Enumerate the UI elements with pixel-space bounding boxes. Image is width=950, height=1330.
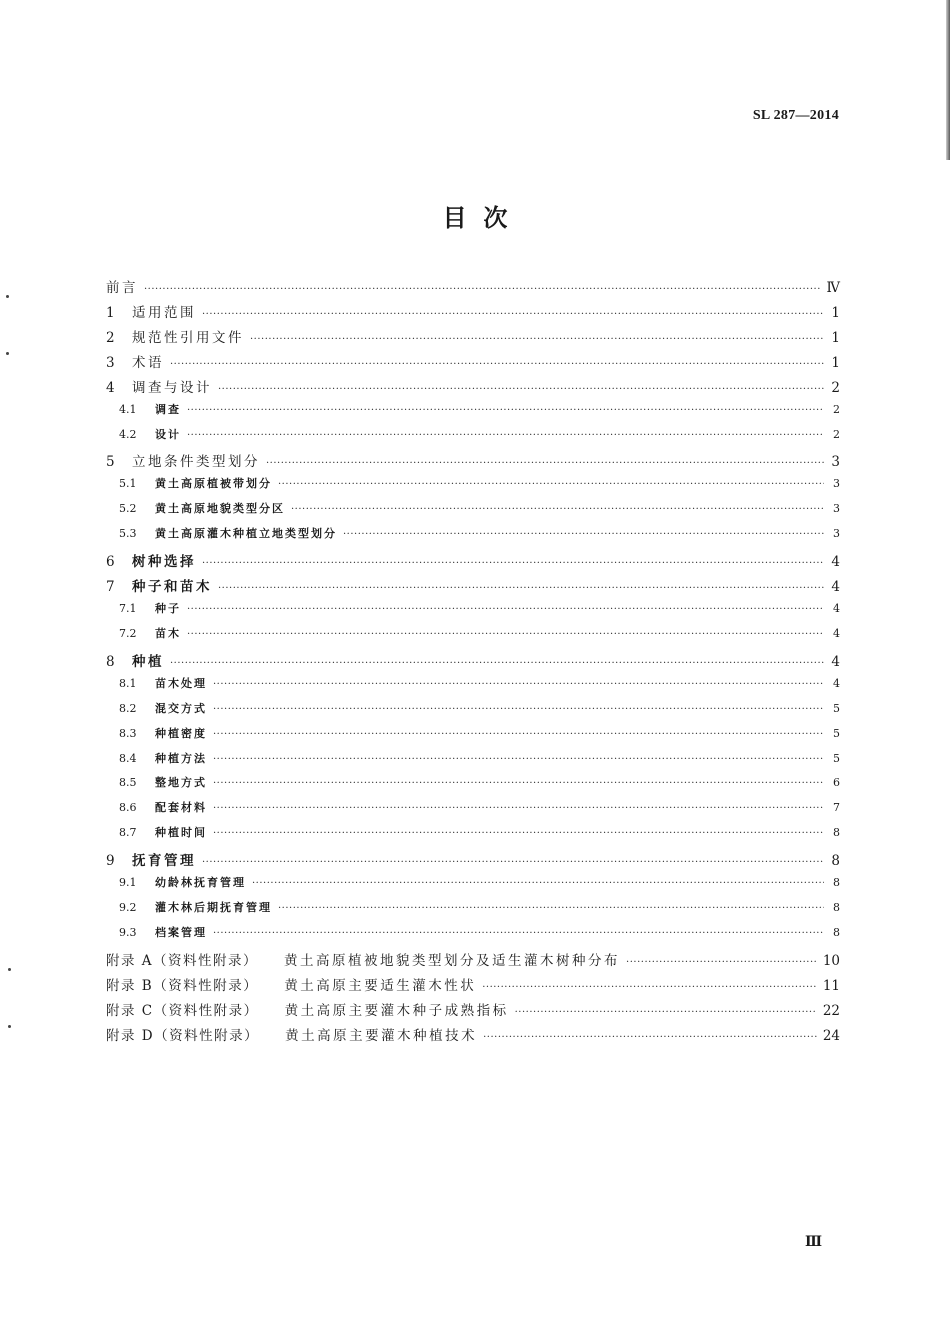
dot-leader (218, 583, 824, 594)
toc-entry-number: 5 (106, 454, 115, 471)
dot-leader (278, 903, 824, 914)
toc-entry-number: 4.1 (119, 402, 137, 416)
appendix-tag: 附录 B（资料性附录） (106, 977, 259, 994)
appendix-page: 24 (822, 1027, 840, 1044)
toc-entry-label: 黄土高原植被带划分 (155, 477, 272, 491)
toc-entry[interactable] (106, 426, 840, 451)
toc-entry-page: 3 (833, 477, 840, 491)
toc-appendix-entry[interactable] (106, 999, 840, 1024)
dot-leader (213, 679, 824, 690)
dot-leader (266, 458, 824, 469)
toc-entry-number: 5.1 (119, 477, 137, 491)
toc-entry-label: 适用范围 (132, 304, 196, 321)
toc-entry-number: 2 (106, 329, 115, 346)
toc-entry[interactable] (106, 924, 840, 949)
toc-entry-label: 立地条件类型划分 (132, 454, 260, 471)
toc-entry-page: 4 (831, 653, 840, 670)
appendix-label: 黄土高原主要灌木种子成熟指标 (284, 1002, 509, 1019)
appendix-page: 10 (822, 952, 840, 969)
dot-leader (482, 982, 817, 993)
toc-entry-page: 8 (833, 826, 840, 840)
toc-entry-label: 树种选择 (132, 554, 196, 571)
toc-entry-page: 6 (833, 776, 840, 790)
toc-entry-page: 2 (833, 427, 840, 441)
toc-entry-page: Ⅳ (826, 280, 840, 296)
scan-speck (8, 968, 11, 971)
toc-entry-label: 种植 (132, 653, 164, 670)
toc-entry-page: 1 (831, 304, 840, 321)
toc-entry-label: 幼龄林抚育管理 (155, 876, 246, 890)
toc-entry-label: 调查与设计 (132, 379, 212, 396)
toc-entry[interactable] (106, 650, 840, 675)
toc-entry[interactable] (106, 700, 840, 725)
toc-entry-page: 8 (833, 925, 840, 939)
toc-entry-label: 设计 (155, 427, 181, 441)
dot-leader (187, 430, 824, 441)
toc-entry-number: 9.1 (119, 876, 137, 890)
page-title: 目 次 (442, 203, 508, 232)
toc-entry-page: 8 (831, 853, 840, 870)
toc-entry[interactable] (106, 276, 840, 301)
toc-entry-label: 档案管理 (155, 925, 207, 939)
toc-entry-number: 7 (106, 579, 115, 596)
toc-entry[interactable] (106, 351, 840, 376)
toc-entry[interactable] (106, 725, 840, 750)
dot-leader (252, 878, 824, 889)
toc-entry-label: 黄土高原地貌类型分区 (155, 502, 285, 516)
dot-leader (343, 529, 824, 540)
toc-entry-page: 8 (833, 901, 840, 915)
toc-entry[interactable] (106, 450, 840, 475)
toc-entry-page: 5 (833, 726, 840, 740)
appendix-tag: 附录 A（资料性附录） (106, 952, 259, 969)
toc-entry-page: 8 (833, 876, 840, 890)
dot-leader (213, 729, 824, 740)
toc-appendix-entry[interactable] (106, 974, 840, 999)
dot-leader (213, 754, 824, 765)
dot-leader (250, 334, 824, 345)
dot-leader (187, 629, 824, 640)
dot-leader (187, 604, 824, 615)
toc-entry-label: 前言 (106, 280, 138, 296)
toc-entry-number: 9 (106, 853, 115, 870)
toc-entry-number: 4.2 (119, 427, 137, 441)
toc-appendix-entry[interactable] (106, 949, 840, 974)
appendix-tag: 附录 D（资料性附录） (106, 1027, 260, 1044)
toc-entry-number: 7.2 (119, 626, 137, 640)
toc-entry-page: 4 (833, 626, 840, 640)
toc-entry-page: 4 (833, 601, 840, 615)
appendix-page: 11 (822, 977, 840, 994)
toc-entry[interactable] (106, 575, 840, 600)
scan-edge-shadow (946, 0, 950, 160)
dot-leader (187, 405, 824, 416)
toc-entry-page: 3 (831, 454, 840, 471)
scan-speck (8, 1025, 11, 1028)
toc-entry-page: 4 (831, 554, 840, 571)
appendix-tag: 附录 C（资料性附录） (106, 1002, 259, 1019)
toc-entry-number: 3 (106, 354, 115, 371)
toc-entry-label: 灌木林后期抚育管理 (155, 901, 272, 915)
dot-leader (170, 359, 824, 370)
toc-entry[interactable] (106, 326, 840, 351)
toc-entry-label: 混交方式 (155, 701, 207, 715)
appendix-label: 黄土高原植被地貌类型划分及适生灌木树种分布 (284, 952, 621, 969)
toc-entry[interactable] (106, 849, 840, 874)
dot-leader (202, 857, 824, 868)
toc-entry-number: 1 (106, 304, 115, 321)
toc-entry-label: 种植方法 (155, 751, 207, 765)
appendix-label: 黄土高原主要灌木种植技术 (285, 1027, 478, 1044)
dot-leader (170, 658, 824, 669)
toc-entry-page: 2 (831, 379, 840, 396)
toc-entry-number: 4 (106, 379, 115, 396)
scan-speck (6, 295, 9, 298)
toc-entry-page: 5 (833, 701, 840, 715)
toc-entry[interactable] (106, 475, 840, 500)
toc-entry-page: 1 (831, 329, 840, 346)
toc-entry-number: 9.2 (119, 901, 137, 915)
toc-entry-number: 8.7 (119, 826, 137, 840)
dot-leader (144, 284, 821, 295)
dot-leader (626, 957, 817, 968)
toc-entry-number: 6 (106, 554, 115, 571)
toc-entry-number: 8.1 (119, 676, 137, 690)
toc-entry-label: 种植密度 (155, 726, 207, 740)
toc-entry[interactable] (106, 750, 840, 775)
toc-entry-label: 种子和苗木 (132, 579, 212, 596)
toc-entry-page: 4 (833, 676, 840, 690)
toc-entry-page: 4 (831, 579, 840, 596)
dot-leader (483, 1032, 817, 1043)
toc-entry[interactable] (106, 550, 840, 575)
toc-entry-number: 8.3 (119, 726, 137, 740)
dot-leader (213, 803, 824, 814)
toc-entry[interactable] (106, 824, 840, 849)
toc-entry-label: 种植时间 (155, 826, 207, 840)
appendix-label: 黄土高原主要适生灌木性状 (284, 977, 477, 994)
dot-leader (278, 479, 824, 490)
scan-speck (6, 352, 9, 355)
toc-entry[interactable] (106, 899, 840, 924)
toc-entry[interactable] (106, 675, 840, 700)
toc-entry-number: 8.4 (119, 751, 137, 765)
toc-appendix-entry[interactable] (106, 1024, 840, 1049)
toc-entry-number: 8.2 (119, 701, 137, 715)
dot-leader (218, 384, 824, 395)
toc-entry-number: 8.5 (119, 776, 137, 790)
table-of-contents (106, 276, 840, 1049)
toc-entry-label: 术语 (132, 354, 164, 371)
dot-leader (515, 1007, 817, 1018)
toc-entry[interactable] (106, 301, 840, 326)
dot-leader (213, 704, 824, 715)
toc-entry-label: 种子 (155, 601, 181, 615)
toc-entry-page: 7 (833, 801, 840, 815)
dot-leader (291, 504, 824, 515)
page-number: Ⅲ (804, 1234, 822, 1250)
toc-entry-number: 9.3 (119, 925, 137, 939)
document-number: SL 287—2014 (752, 108, 839, 123)
dot-leader (202, 309, 824, 320)
toc-entry-page: 1 (831, 354, 840, 371)
toc-entry[interactable] (106, 500, 840, 525)
toc-entry-number: 5.2 (119, 502, 137, 516)
toc-entry[interactable] (106, 774, 840, 799)
toc-entry-page: 3 (833, 527, 840, 541)
dot-leader (213, 778, 824, 789)
toc-entry-label: 规范性引用文件 (132, 329, 244, 346)
toc-entry-label: 苗木处理 (155, 676, 207, 690)
toc-entry-number: 5.3 (119, 527, 137, 541)
toc-entry-label: 苗木 (155, 626, 181, 640)
toc-entry[interactable] (106, 401, 840, 426)
toc-entry-label: 调查 (155, 402, 181, 416)
toc-entry-number: 8 (106, 653, 115, 670)
toc-entry-label: 抚育管理 (132, 853, 196, 870)
toc-entry[interactable] (106, 625, 840, 650)
toc-entry[interactable] (106, 600, 840, 625)
dot-leader (202, 558, 824, 569)
toc-entry-page: 5 (833, 751, 840, 765)
toc-entry-label: 配套材料 (155, 801, 207, 815)
toc-entry-label: 整地方式 (155, 776, 207, 790)
toc-entry[interactable] (106, 874, 840, 899)
dot-leader (213, 928, 824, 939)
dot-leader (213, 828, 824, 839)
appendix-page: 22 (822, 1002, 840, 1019)
toc-entry[interactable] (106, 376, 840, 401)
toc-entry-number: 7.1 (119, 601, 137, 615)
toc-entry-page: 2 (833, 402, 840, 416)
toc-entry[interactable] (106, 799, 840, 824)
toc-entry[interactable] (106, 525, 840, 550)
toc-entry-page: 3 (833, 502, 840, 516)
toc-entry-label: 黄土高原灌木种植立地类型划分 (155, 527, 337, 541)
toc-entry-number: 8.6 (119, 801, 137, 815)
